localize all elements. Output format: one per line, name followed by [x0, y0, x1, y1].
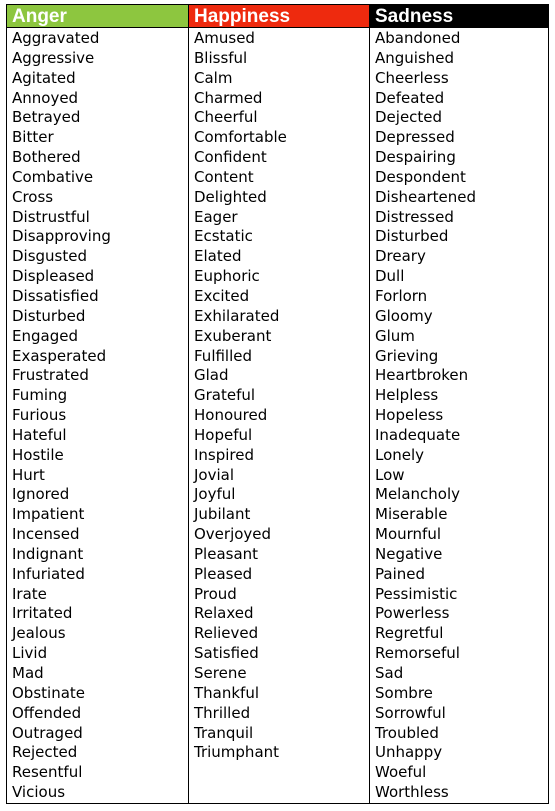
word-item: Furious [12, 406, 67, 425]
word-item: Regretful [375, 624, 444, 643]
word-item: Jubilant [194, 505, 251, 524]
word-item: Despairing [375, 148, 456, 167]
word-item: Grieving [375, 346, 439, 365]
word-item: Dull [375, 267, 405, 286]
word-item: Incensed [12, 525, 80, 544]
word-item: Glum [375, 326, 415, 345]
word-item: Outraged [12, 723, 83, 742]
word-item: Exhilarated [194, 306, 280, 325]
word-item: Eager [194, 207, 238, 226]
word-item: Cheerless [375, 68, 449, 87]
sadness-column [369, 5, 548, 803]
word-item: Rejected [12, 743, 78, 762]
word-item: Confident [194, 148, 267, 167]
word-item: Ecstatic [194, 227, 253, 246]
word-item: Charmed [194, 88, 263, 107]
word-item: Dissatisfied [12, 286, 99, 305]
anger-column [7, 5, 188, 803]
word-item: Engaged [12, 326, 78, 345]
sadness-word-list [370, 28, 548, 803]
word-item: Combative [12, 167, 94, 186]
happiness-column [188, 5, 369, 803]
word-item: Delighted [194, 187, 267, 206]
word-item: Aggressive [12, 48, 95, 67]
word-item: Miserable [375, 505, 448, 524]
word-item: Irate [12, 584, 47, 603]
word-item: Frustrated [12, 366, 89, 385]
word-item: Relaxed [194, 604, 254, 623]
word-item: Remorseful [375, 644, 460, 663]
word-item: Relieved [194, 624, 259, 643]
word-item: Cross [12, 187, 54, 206]
word-item: Honoured [194, 406, 268, 425]
word-item: Jealous [12, 624, 66, 643]
word-item: Euphoric [194, 267, 260, 286]
word-item: Hateful [12, 425, 67, 444]
word-item: Hopeful [194, 425, 253, 444]
word-item: Annoyed [12, 88, 79, 107]
word-item: Amused [194, 29, 255, 47]
word-item: Heartbroken [375, 366, 469, 385]
word-item: Lonely [375, 445, 425, 464]
word-item: Unhappy [375, 743, 443, 762]
word-item: Cheerful [194, 108, 258, 127]
word-item: Calm [194, 68, 233, 87]
word-item: Offended [12, 703, 82, 722]
word-item: Powerless [375, 604, 450, 623]
word-item: Blissful [194, 48, 248, 67]
word-item: Grateful [194, 386, 256, 405]
word-item: Irritated [12, 604, 73, 623]
word-item: Melancholy [375, 485, 461, 504]
word-item: Forlorn [375, 286, 428, 305]
word-item: Content [194, 167, 254, 186]
word-item: Hostile [12, 445, 64, 464]
word-item: Pleased [194, 564, 253, 583]
word-item: Serene [194, 664, 247, 682]
word-item: Inadequate [375, 425, 461, 444]
anger-header: Anger [7, 5, 188, 28]
word-item: Sorrowful [375, 703, 446, 722]
word-item: Vicious [12, 783, 66, 802]
word-item: Distrustful [12, 207, 90, 226]
word-item: Low [375, 465, 405, 484]
word-item: Impatient [12, 505, 85, 524]
word-item: Bothered [12, 148, 81, 167]
word-item: Inspired [194, 445, 255, 464]
word-item: Exuberant [194, 326, 272, 345]
word-item: Triumphant [194, 743, 280, 762]
word-item: Infuriated [12, 564, 85, 583]
word-item: Dreary [375, 247, 426, 266]
word-item: Betrayed [12, 108, 81, 127]
word-item: Disturbed [12, 306, 86, 325]
word-item: Depressed [375, 128, 455, 147]
word-item: Hurt [12, 465, 45, 484]
anger-word-list [7, 28, 188, 803]
word-item: Distressed [375, 207, 454, 226]
word-item: Gloomy [375, 306, 433, 325]
word-item: Fuming [12, 386, 68, 405]
happiness-word-list [189, 28, 369, 763]
emotion-words-table [6, 4, 549, 804]
word-item: Troubled [375, 723, 439, 742]
happiness-header: Happiness [189, 5, 369, 28]
word-item: Mad [12, 664, 44, 682]
word-item: Negative [375, 544, 443, 563]
word-item: Anguished [375, 48, 455, 67]
word-item: Joyful [194, 485, 236, 504]
word-item: Thankful [194, 683, 260, 702]
word-item: Disapproving [12, 227, 111, 246]
word-item: Defeated [375, 88, 445, 107]
word-item: Exasperated [12, 346, 107, 365]
word-item: Worthless [375, 783, 449, 802]
word-item: Disheartened [375, 187, 476, 206]
word-item: Pleasant [194, 544, 259, 563]
word-item: Tranquil [194, 723, 254, 742]
word-item: Abandoned [375, 29, 461, 47]
word-item: Livid [12, 644, 48, 663]
word-item: Thrilled [194, 703, 251, 722]
word-item: Hopeless [375, 406, 444, 425]
word-item: Obstinate [12, 683, 86, 702]
word-item: Indignant [12, 544, 84, 563]
word-item: Bitter [12, 128, 54, 147]
word-item: Ignored [12, 485, 70, 504]
word-item: Woeful [375, 763, 427, 782]
word-item: Displeased [12, 267, 95, 286]
word-item: Overjoyed [194, 525, 272, 544]
word-item: Satisfied [194, 644, 259, 663]
word-item: Pained [375, 564, 425, 583]
word-item: Dejected [375, 108, 443, 127]
word-item: Sad [375, 664, 404, 682]
word-item: Disgusted [12, 247, 88, 266]
word-item: Disturbed [375, 227, 449, 246]
word-item: Mournful [375, 525, 441, 544]
word-item: Fulfilled [194, 346, 253, 365]
word-item: Pessimistic [375, 584, 458, 603]
word-item: Helpless [375, 386, 439, 405]
word-item: Excited [194, 286, 250, 305]
word-item: Comfortable [194, 128, 287, 147]
word-item: Sombre [375, 683, 433, 702]
sadness-header: Sadness [370, 5, 548, 28]
word-item: Glad [194, 366, 229, 385]
word-item: Agitated [12, 68, 76, 87]
word-item: Jovial [194, 465, 235, 484]
word-item: Despondent [375, 167, 466, 186]
word-item: Elated [194, 247, 242, 266]
word-item: Resentful [12, 763, 83, 782]
word-item: Aggravated [12, 29, 100, 47]
word-item: Proud [194, 584, 237, 603]
